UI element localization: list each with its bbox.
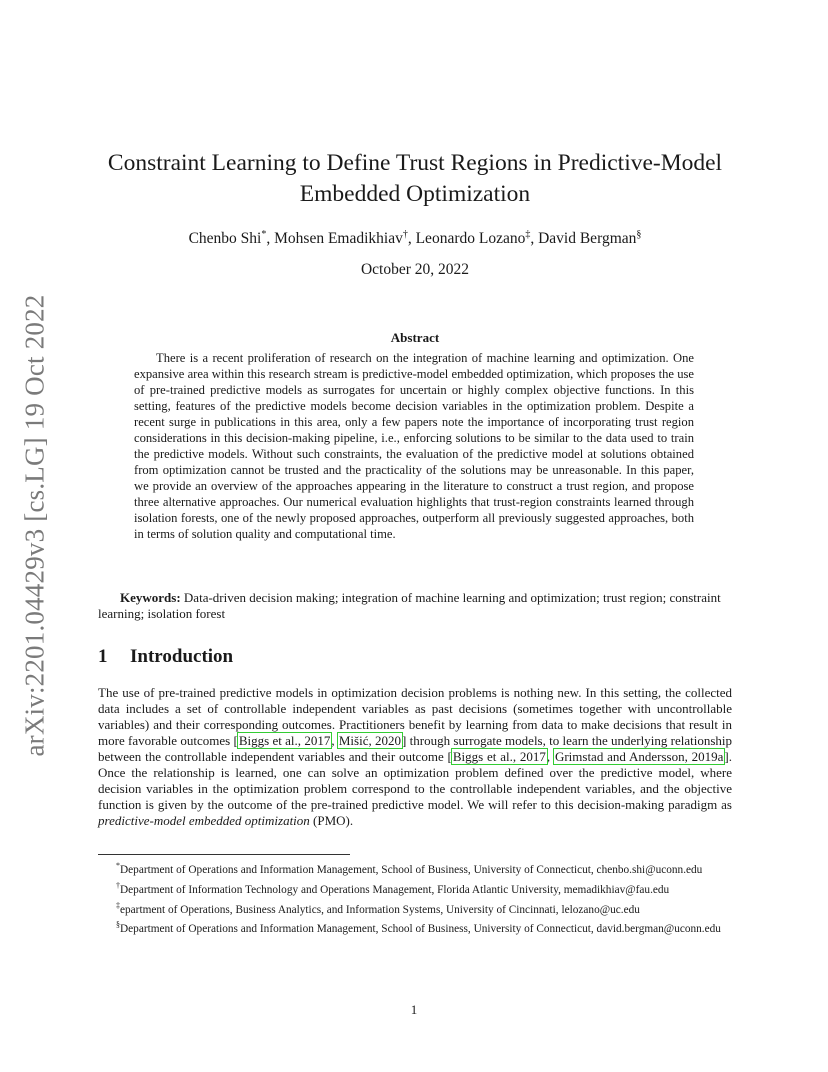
author-name: David Bergman <box>538 230 637 248</box>
author-separator: , <box>530 230 539 248</box>
citation-link[interactable]: Grimstad and Andersson, 2019a <box>554 749 724 764</box>
footnote-text: Department of Operations and Information Management, School of Business, University of Connecticut, chenbo.shi@uconn.edu <box>120 863 703 876</box>
abstract-body: There is a recent proliferation of research on the integration of machine learning and optimization. One expansive area within this research stream is predictive-model embedded optimization, which proposes the use of pre-trained predictive models as surrogates for uncertain or highly complex objective functions. In this setting, features of the predictive models become decision variables in the optimization problem. Despite a recent surge in publications in this area, only a few papers note the importance of incorporating trust region considerations in this decision-making pipeline, i.e., enforcing solutions to be similar to the data used to train the predictive models. Without such constraints, the evaluation of the predictive model at solutions obtained from optimization cannot be trusted and the practicality of the solutions may be unreasonable. In this paper, we provide an overview of the approaches appearing in the literature to construct a trust region, and propose three alternative approaches. Our numerical evaluation highlights that trust-region constraints learned through isolation forests, one of the newly proposed approaches, outperform all previously suggested approaches, both in terms of solution quality and computational time. <box>134 351 694 541</box>
author-mark: § <box>636 229 642 240</box>
footnote <box>98 917 732 937</box>
citation-link[interactable]: Mišić, 2020 <box>338 733 402 748</box>
intro-text: . Once the relationship is learned, one can solve an optimization problem defined over the predictive model, where decision variables in the optimization problem correspond to the controllable independent variables, and the objective function is given by the outcome of the pre-trained predictive model. We will refer to this decision-making paradigm as <box>98 749 733 812</box>
intro-text: through surrogate models, to learn the underlying relationship between the controllable independent variables and their outcome <box>98 733 732 764</box>
footnote-text: Department of Information Technology and Operations Management, Florida Atlantic University, memadikhiav@fau.edu <box>120 883 670 896</box>
footnote <box>98 878 732 898</box>
author-separator: , <box>407 230 416 248</box>
section-number: 1 <box>98 646 108 667</box>
author-mark: † <box>402 229 408 240</box>
section-heading-introduction <box>98 646 233 668</box>
paper-title: Constraint Learning to Define Trust Regions in Predictive-Model Embedded Optimization <box>107 150 723 207</box>
author-mark: * <box>261 229 267 240</box>
footnote-mark: § <box>116 920 120 930</box>
arxiv-id: arXiv:2201.04429v3 [cs.LG] 19 Oct 2022 <box>19 293 50 757</box>
author-name: Leonardo Lozano <box>415 230 526 248</box>
arxiv-stamp <box>10 290 60 760</box>
intro-emphasis: predictive-model embedded optimization <box>98 813 310 828</box>
keywords-label: Keywords: <box>120 590 181 605</box>
footnotes <box>98 858 732 937</box>
author-name: Chenbo Shi <box>188 230 262 248</box>
citation-link[interactable]: Biggs et al., 2017 <box>238 733 331 748</box>
footnote-rule <box>98 854 350 855</box>
author-list <box>100 229 730 248</box>
page-number: 1 <box>410 1002 418 1017</box>
section-title: Introduction <box>130 646 234 667</box>
footnote-mark: * <box>116 861 120 870</box>
footnote-text: Department of Operations and Information Management, School of Business, University of Connecticut, david.bergman@uconn.edu <box>120 923 721 936</box>
abstract-heading: Abstract <box>390 330 440 345</box>
author-name: Mohsen Emadikhiav <box>274 230 403 248</box>
paper-date: October 20, 2022 <box>360 261 470 278</box>
footnote <box>98 898 732 918</box>
keywords-text: Data-driven decision making; integration of machine learning and optimization; trust region; constraint learning; isolation forest <box>98 590 721 621</box>
intro-text: The use of pre-trained predictive models in optimization decision problems is nothing new. In this setting, the collected data includes a set of controllable independent variables as past decisions (sometimes together with uncontrollable variables) and their corresponding outcomes. Practitioners benefit by learning from data to make decisions that result in more favorable outcomes <box>98 685 732 748</box>
footnote-mark: ‡ <box>116 900 120 910</box>
keywords <box>98 590 732 622</box>
footnote-text: epartment of Operations, Business Analytics, and Information Systems, University of Cincinnati, lelozano@uc.edu <box>120 903 640 916</box>
intro-paragraph: The use of pre-trained predictive models in optimization decision problems is nothing new. In this setting, the collected data includes a set of controllable independent variables as past decisions (sometimes together with uncontrollable variables) and their corresponding outcomes. Practitioners benefit by learning from data to make decisions that result in more favorable outcomes [Biggs et al., 2017, Mišić, 2020] through surrogate models, to learn the underlying relationship between the controllable independent variables and their outcome [Biggs et al., 2017, Grimstad and Andersson, 2019a]. Once the relationship is learned, one can solve an optimization problem defined over the predictive model, where decision variables in the optimization problem correspond to the controllable independent variables, and the objective function is given by the outcome of the pre-trained predictive model. We will refer to this decision-making paradigm as predictive-model embedded optimization (PMO). <box>98 685 733 828</box>
author-separator: , <box>266 230 275 248</box>
intro-text: (PMO). <box>309 813 354 828</box>
footnote <box>98 858 732 878</box>
footnote-mark: † <box>116 880 120 890</box>
author-mark: ‡ <box>525 229 531 240</box>
citation-link[interactable]: Biggs et al., 2017 <box>452 749 546 764</box>
